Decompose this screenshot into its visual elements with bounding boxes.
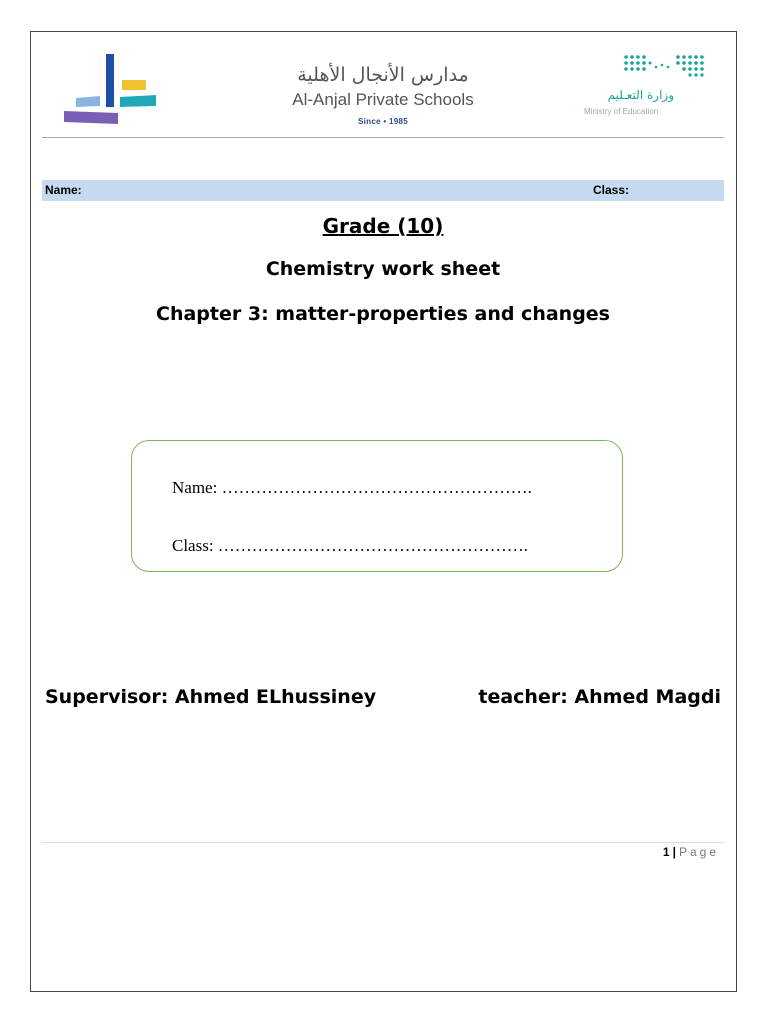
name-label: Name: <box>45 183 82 197</box>
school-name-arabic: مدارس الأنجال الأهلية <box>297 64 469 86</box>
school-since: Since • 1985 <box>358 117 408 126</box>
ministry-logo <box>580 54 710 120</box>
school-name-english: Al-Anjal Private Schools <box>292 90 474 109</box>
chapter-title: Chapter 3: matter-properties and changes <box>156 303 610 325</box>
header-divider <box>42 137 724 138</box>
ministry-name-english: Ministry of Education <box>584 107 659 116</box>
ministry-dots-icon <box>622 54 706 78</box>
page-number <box>663 845 719 859</box>
school-name-block <box>260 62 506 126</box>
page-word: Page <box>678 845 719 859</box>
student-info-box <box>131 440 623 572</box>
page-number-value: 1 <box>662 845 670 859</box>
class-label: Class: <box>593 183 630 197</box>
ministry-name-arabic: وزارة التعـليم <box>607 88 674 102</box>
student-class-line: Class: ………………………………………………. <box>172 536 529 555</box>
subject-title: Chemistry work sheet <box>265 258 501 280</box>
footer-divider <box>42 842 724 843</box>
name-class-bar <box>42 180 724 201</box>
al-anjal-logo <box>62 54 158 126</box>
page-number-separator: | <box>672 845 676 859</box>
grade-title: Grade (10) <box>322 214 444 238</box>
student-name-line: Name: ………………………………………………. <box>172 478 532 497</box>
supervisor-name: Supervisor: Ahmed ELhussiney <box>45 686 377 708</box>
teacher-name: teacher: Ahmed Magdi <box>478 686 721 708</box>
